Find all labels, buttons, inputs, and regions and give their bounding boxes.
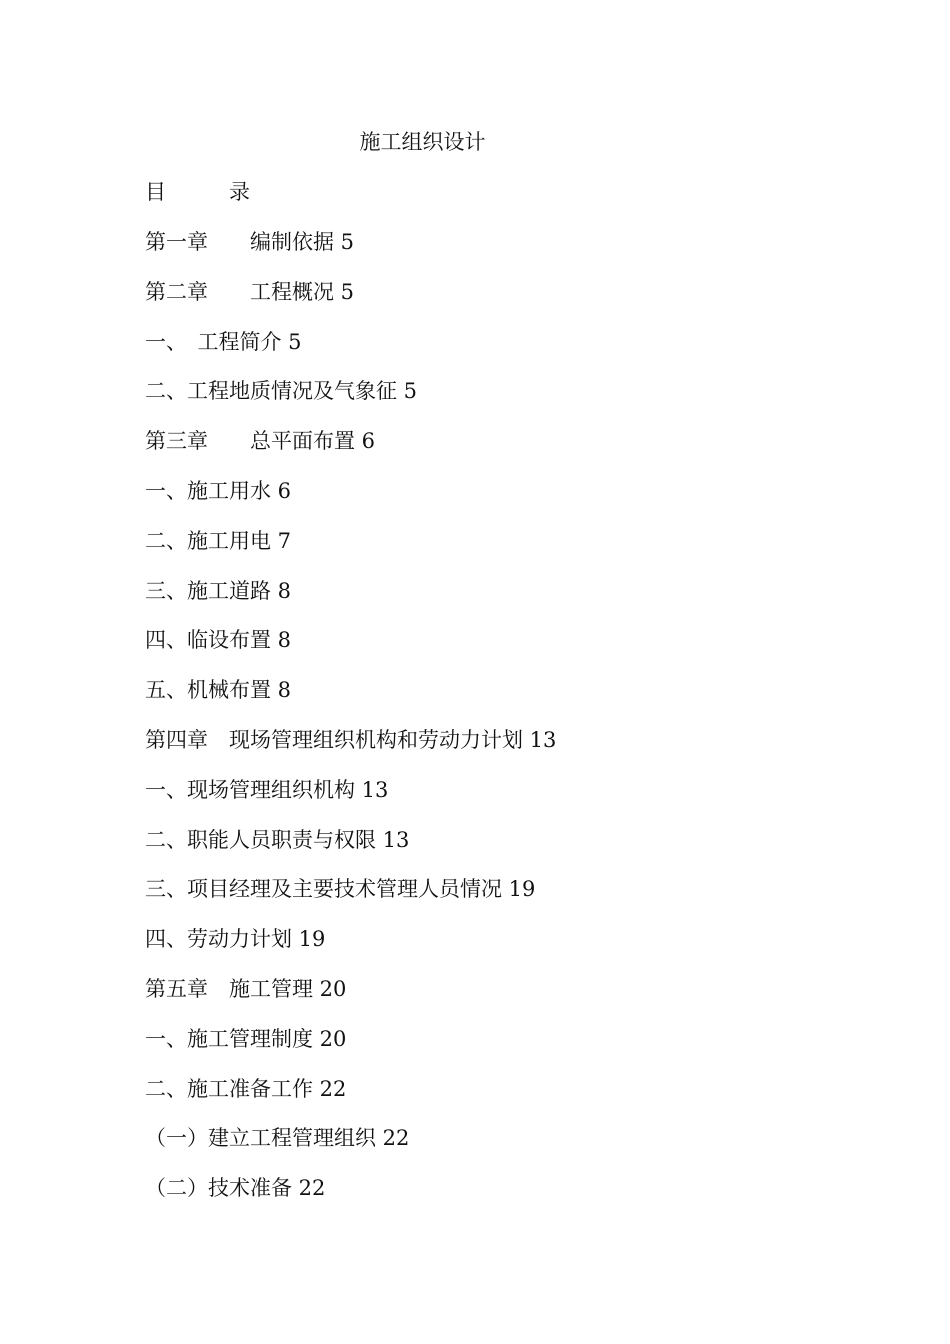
toc-item-machinery-layout[interactable]: 五、机械布置 8 — [145, 678, 292, 703]
table-of-contents — [145, 227, 556, 1223]
toc-item-preparation-work[interactable]: 二、施工准备工作 22 — [145, 1076, 347, 1101]
toc-item-chapter-5[interactable]: 第五章 施工管理 20 — [145, 976, 347, 1001]
toc-item-staff-duties[interactable]: 二、职能人员职责与权限 13 — [145, 827, 410, 852]
toc-heading: 目 录 — [145, 180, 250, 204]
document-title: 施工组织设计 — [359, 130, 486, 154]
toc-item-construction-road[interactable]: 三、施工道路 8 — [145, 578, 292, 603]
toc-item-chapter-2[interactable]: 第二章 工程概况 5 — [145, 279, 355, 304]
toc-item-project-managers[interactable]: 三、项目经理及主要技术管理人员情况 19 — [145, 877, 536, 902]
toc-item-technical-preparation[interactable]: （二）技术准备 22 — [145, 1176, 326, 1201]
toc-item-construction-power[interactable]: 二、施工用电 7 — [145, 528, 292, 553]
toc-item-site-organization[interactable]: 一、现场管理组织机构 13 — [145, 777, 389, 802]
toc-item-construction-water[interactable]: 一、施工用水 6 — [145, 478, 292, 503]
toc-item-labor-plan[interactable]: 四、劳动力计划 19 — [145, 927, 326, 952]
toc-item-chapter-3[interactable]: 第三章 总平面布置 6 — [145, 429, 376, 454]
toc-item-temporary-facilities[interactable]: 四、临设布置 8 — [145, 628, 292, 653]
toc-item-project-intro[interactable]: 一、 工程简介 5 — [145, 329, 302, 354]
toc-item-chapter-4[interactable]: 第四章 现场管理组织机构和劳动力计划 13 — [145, 727, 557, 752]
toc-item-geology-climate[interactable]: 二、工程地质情况及气象征 5 — [145, 379, 418, 404]
toc-item-chapter-1[interactable]: 第一章 编制依据 5 — [145, 230, 355, 254]
toc-item-project-management-org[interactable]: （一）建立工程管理组织 22 — [145, 1126, 410, 1151]
toc-item-management-system[interactable]: 一、施工管理制度 20 — [145, 1026, 347, 1051]
